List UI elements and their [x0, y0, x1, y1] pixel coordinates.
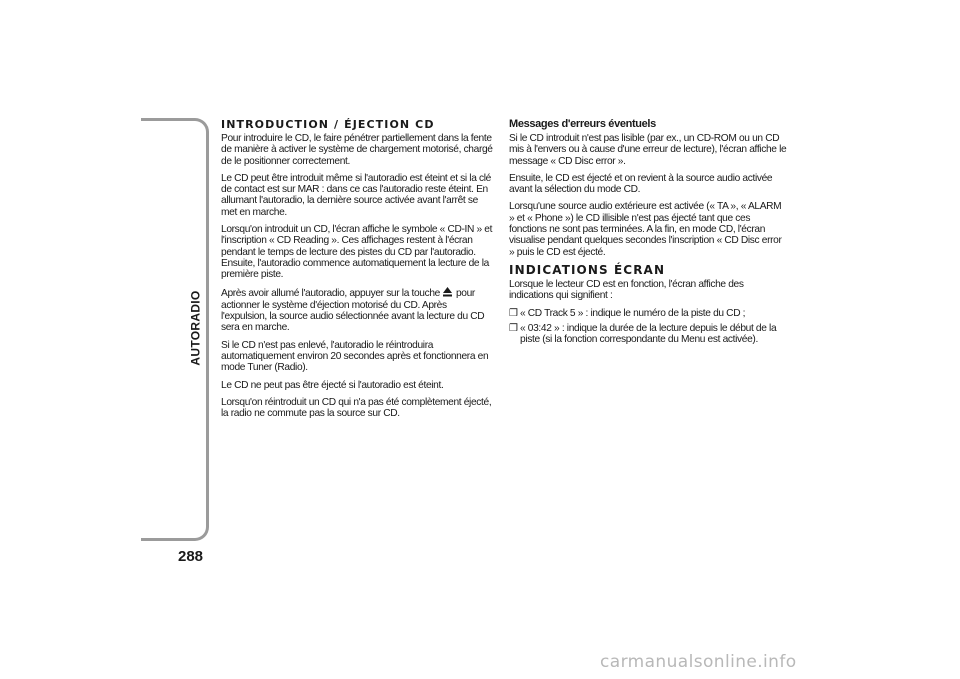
list-item [509, 308, 787, 319]
paragraph: Lorsqu'on introduit un CD, l'écran affiche le symbole « CD-IN » et l'inscription « CD Reading ». Ces affichages restent à l'écran pendant le temps de lecture des pistes du CD par l'autoradio. Ensuite, l'autoradio commence automatiquement la lecture de la première piste. [221, 224, 493, 281]
page-number: 288 [178, 548, 204, 565]
paragraph: Lorsque le lecteur CD est en fonction, l'écran affiche des indications qui signifient : [509, 278, 744, 302]
left-column [221, 118, 494, 426]
paragraph-eject [221, 287, 494, 334]
paragraph: Si le CD n'est pas enlevé, l'autoradio le réintroduira automatiquement environ 20 secondes après et fonctionnera en mode Tuner (Radio). [221, 339, 489, 374]
paragraph: Lorsqu'une source audio extérieure est activée (« TA », « ALARM » et « Phone ») le CD illisible n'est pas éjecté tant que ces fonctions ne sont pas terminées. A la fin, en mode CD, l'écran visualise pendant quelques secondes l'inscription « CD Disc error » puis le CD est éjecté. [509, 201, 782, 258]
eject-icon [443, 287, 452, 300]
paragraph-text: pour actionner le système d'éjection motorisé du CD. Après l'expulsion, la source audio sélectionnée avant la lecture du CD sera en marche. [221, 287, 485, 334]
checkbox-bullet-icon: ❒ [509, 322, 518, 334]
section-label-text: AUTORADIO [189, 290, 203, 366]
paragraph-text: Après avoir allumé l'autoradio, appuyer sur la touche [221, 287, 440, 299]
paragraph: Pour introduire le CD, le faire pénétrer partiellement dans la fente de manière à activer le système de chargement motorisé, chargé de le positionner correctement. [221, 133, 493, 167]
paragraph: Ensuite, le CD est éjecté et on revient à la source audio activée avant la sélection du mode CD. [509, 172, 773, 196]
paragraph: Le CD ne peut pas être éjecté si l'autoradio est éteint. [221, 379, 444, 391]
paragraph: Le CD peut être introduit même si l'autoradio est éteint et si la clé de contact est sur MAR : dans ce cas l'autoradio reste éteint. En allumant l'autoradio, la dernière source activée avant l'arrêt se met en marche. [221, 172, 491, 218]
paragraph: Si le CD introduit n'est pas lisible (par ex., un CD-ROM ou un CD mis à l'envers ou à cause d'une erreur de lecture), l'écran affiche le message « CD Disc error ». [509, 133, 787, 167]
section-heading: INDICATIONS ÉCRAN [509, 262, 666, 277]
section-label [186, 290, 206, 366]
watermark: carmanualsonline.info [600, 652, 797, 672]
checkbox-bullet-icon: ❒ [509, 307, 518, 319]
list-item-text: « 03:42 » : indique la durée de la lecture depuis le début de la piste (si la fonction correspondante du Menu est activée). [520, 322, 777, 346]
right-column [509, 118, 787, 349]
section-heading: INTRODUCTION / ÉJECTION CD [221, 118, 435, 131]
paragraph: Lorsqu'on réintroduit un CD qui n'a pas été complètement éjecté, la radio ne commute pas la source sur CD. [221, 396, 492, 420]
list-item [509, 323, 787, 346]
subheading: Messages d'erreurs éventuels [509, 118, 656, 130]
list-item-text: « CD Track 5 » : indique le numéro de la piste du CD ; [520, 307, 746, 319]
